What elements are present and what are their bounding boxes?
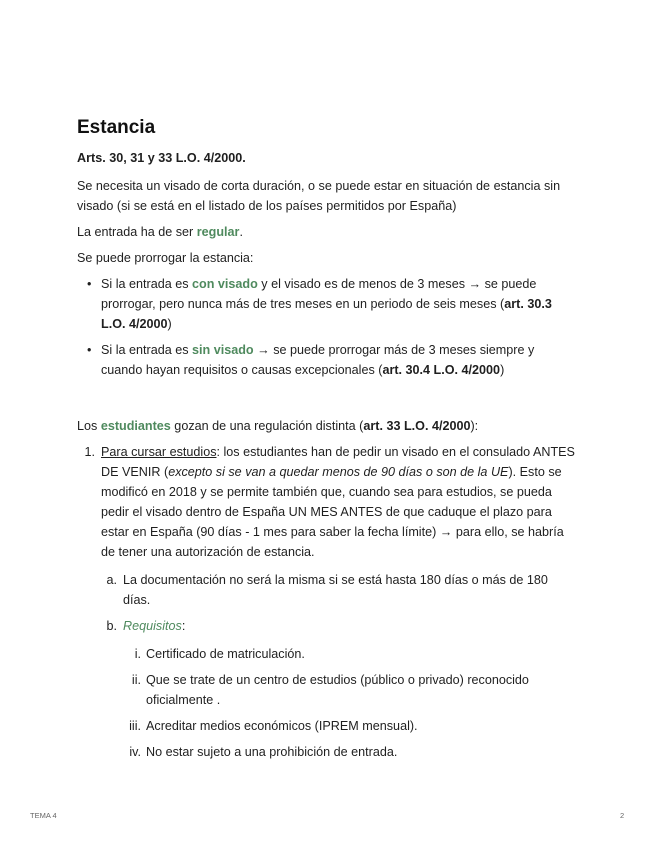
- document-page: [77, 116, 577, 768]
- page-number: 2: [620, 811, 625, 820]
- list-marker: b.: [106, 619, 117, 633]
- article-reference: art. 30.4 L.O. 4/2000: [382, 363, 501, 377]
- paragraph-estudiantes: Los estudiantes gozan de una regulación distinta (art. 33 L.O. 4/2000):: [77, 419, 479, 433]
- paragraph-visado: Se necesita un visado de corta duración, o se puede estar en situación de estancia sin visado (si se está en el listado de los países permitidos por España): [77, 179, 561, 213]
- highlight-sin-visado: sin visado: [192, 343, 254, 357]
- roman-list: [123, 644, 577, 762]
- list-marker: ii.: [131, 673, 141, 687]
- list-item: ii. Que se trate de un centro de estudios (público o privado) reconocido oficialmente .: [123, 670, 577, 710]
- numbered-list: [77, 442, 577, 762]
- article-reference: art. 33 L.O. 4/2000: [363, 419, 471, 433]
- list-item: • Si la entrada es sin visado → se puede prorrogar más de 3 meses siempre y cuando hayan requisitos o causas excepcionales (art. 30.4 L.O. 4/2000): [101, 340, 577, 380]
- lettered-list: [101, 570, 577, 762]
- list-item: iv. No estar sujeto a una prohibición de entrada.: [123, 742, 577, 762]
- highlight-estudiantes: estudiantes: [100, 419, 171, 433]
- list-item: iii. Acreditar medios económicos (IPREM mensual).: [123, 716, 577, 736]
- requisitos-label: Requisitos: [123, 619, 182, 633]
- page-title: Estancia: [77, 117, 156, 138]
- legal-reference: Arts. 30, 31 y 33 L.O. 4/2000.: [77, 151, 246, 165]
- list-item: • Si la entrada es con visado y el visado es de menos de 3 meses → se puede prorrogar, pero nunca más de tres meses en un periodo de seis meses (art. 30.3 L.O. 4/2000): [101, 274, 577, 334]
- exception-note: excepto si se van a quedar menos de 90 días o son de la UE: [168, 465, 509, 479]
- highlight-con-visado: con visado: [192, 277, 258, 291]
- list-item-cursar-estudios: 1. Para cursar estudios: los estudiantes han de pedir un visado en el consulado ANTES DE VENIR (excepto si se van a quedar menos de 90 días o son de la UE). Esto se modificó en 2018 y se permite también que, cuando sea para estudios, se pueda pedir el visado dentro de España UN MES ANTES de que caduque el plazo para estar en España (90 días - 1 mes para saber la fecha límite) → para ello, se habría de tener una autorización de estancia. a. La documentación no será la misma si se está hasta 180 días o más de 180 días. b. Requisitos: i. Certificado de matriculación. ii. Que se trate de un centro de estudios (público o privado) reconocido oficialmente . iii. Acreditar medios económicos (IPREM mensual). iv. No estar sujeto a una prohibición de entrada.: [77, 442, 577, 762]
- list-marker: 1.: [84, 445, 95, 459]
- list-item: i. Certificado de matriculación.: [123, 644, 577, 664]
- list-marker: iii.: [129, 719, 141, 733]
- list-item: a. La documentación no será la misma si se está hasta 180 días o más de 180 días.: [101, 570, 577, 610]
- list-marker: i.: [134, 647, 141, 661]
- paragraph-entrada: La entrada ha de ser regular.: [77, 225, 243, 239]
- footer-section-label: TEMA 4: [30, 811, 57, 820]
- prorroga-list: [77, 274, 577, 380]
- article-reference: art. 30.3 L.O. 4/2000: [101, 297, 552, 331]
- paragraph-prorroga: Se puede prorrogar la estancia:: [77, 251, 254, 265]
- list-item-requisitos: b. Requisitos: i. Certificado de matriculación. ii. Que se trate de un centro de estudios (público o privado) reconocido oficialmente . iii. Acreditar medios económicos (IPREM mensual). iv. No estar sujeto a una prohibición de entrada.: [101, 616, 577, 762]
- item-title: Para cursar estudios: [101, 445, 217, 459]
- list-marker: a.: [106, 573, 117, 587]
- list-marker: iv.: [129, 745, 141, 759]
- highlight-regular: regular: [196, 225, 240, 239]
